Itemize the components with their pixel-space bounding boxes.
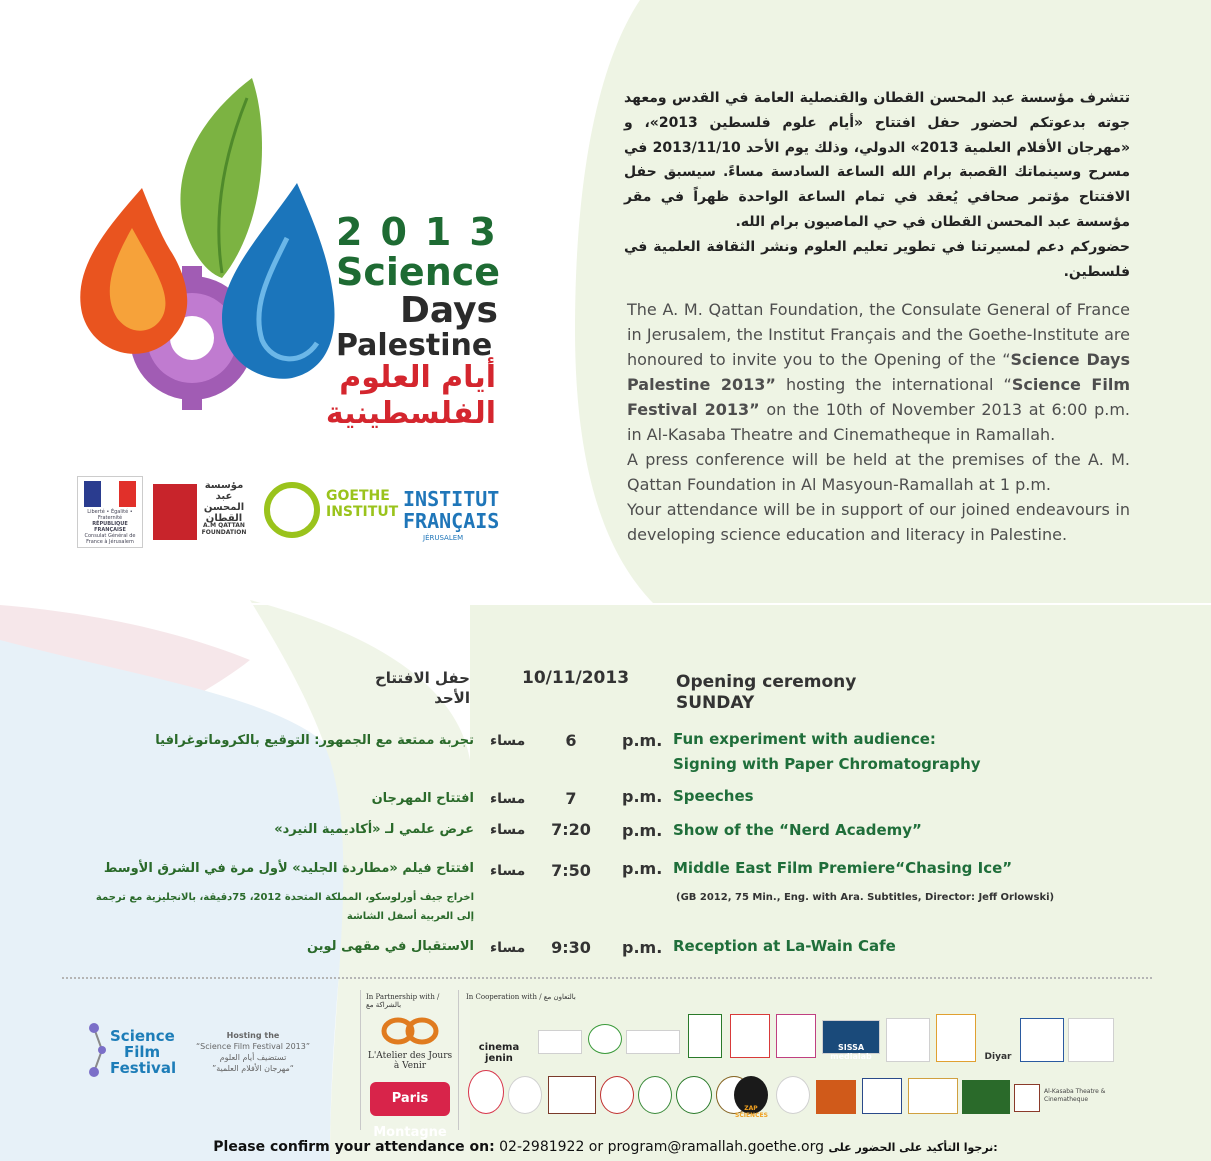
- invitation-highlight: Science Film Festival 2013”: [627, 375, 1130, 419]
- schedule-row-5-arabic: الاستقبال في مقهى لوين: [306, 939, 474, 954]
- partner-logo: [538, 1030, 582, 1054]
- schedule-row-4-pm: p.m.: [622, 859, 663, 878]
- rsvp-label: Please confirm your attendance on:: [213, 1139, 495, 1155]
- logo-science: Science: [336, 250, 501, 294]
- science-film-festival-logo: [86, 1020, 176, 1080]
- schedule-row-1-time: 6: [565, 731, 577, 750]
- partner-logo: [638, 1076, 672, 1114]
- schedule-row-1-arabic: تجربة ممتعة مع الجمهور: التوقيع بالكروماتوغرافيا: [155, 733, 474, 748]
- schedule-row-1-english: [673, 727, 981, 777]
- goethe-name: GOETHE INSTITUT: [326, 488, 399, 520]
- schedule-row-2-time: 7: [565, 789, 577, 808]
- partner-logo: [776, 1076, 810, 1114]
- french-motto: Liberté • Égalité • Fraternité: [87, 509, 133, 521]
- schedule-header-arabic: [300, 668, 470, 708]
- schedule-row-5-pm: p.m.: [622, 938, 663, 957]
- footer-divider-2: [458, 990, 459, 1130]
- schedule-row-4-evening: مساء: [490, 863, 526, 879]
- invitation-highlight: Science Days Palestine 2013”: [627, 350, 1130, 394]
- french-consulate-logo: [77, 476, 143, 548]
- film-details-arabic-line2: إلى العربية أسفل الشاشة: [346, 911, 474, 922]
- qattan-english-name: A.M QATTAN FOUNDATION: [201, 522, 247, 536]
- partner-logo: [588, 1024, 622, 1054]
- leaf-icon: [180, 78, 262, 278]
- hosting-line-3: تستضيف أيام العلوم: [219, 1053, 287, 1062]
- partner-logo: [1068, 1018, 1114, 1062]
- goethe-institut-logo: [262, 476, 399, 548]
- logo-arabic-subtitle: الفلسطينية: [325, 396, 496, 431]
- rsvp-contact: 02-2981922 or program@ramallah.goethe.org: [494, 1139, 829, 1155]
- french-consulate-name: Consulat Général de France à Jérusalem: [84, 533, 136, 545]
- partner-logo: [816, 1080, 856, 1114]
- partner-logo: [962, 1080, 1010, 1114]
- cinema-jenin-logo: cinema jenin: [478, 1042, 520, 1064]
- schedule-header-english: [676, 672, 856, 714]
- molecule-icon: [86, 1020, 112, 1080]
- partnership-label: In Partnership with / بالشراكة مع: [366, 993, 440, 1009]
- schedule-row-5-evening: مساء: [490, 940, 526, 956]
- schedule-row-2-english: Speeches: [673, 787, 754, 805]
- logo-palestine: Palestine: [336, 328, 493, 363]
- schedule-row-4-english: Middle East Film Premiere“Chasing Ice”: [673, 859, 1013, 877]
- sff-word-1: Science: [110, 1027, 175, 1045]
- dotted-divider: [62, 977, 1152, 979]
- schedule-row-3-evening: مساء: [490, 822, 526, 838]
- invitation-english-p2: A press conference will be held at the premises of the A. M. Qattan Foundation in Al Masyoun-Ramallah at 1 p.m.: [627, 450, 1130, 494]
- invitation-text: The A. M. Qattan Foundation, the Consulate General of France in Jerusalem, the Institut Français and the Goethe-Institute are honoured to invite you to the Opening of the “: [627, 300, 1130, 369]
- invitation-english: [627, 297, 1130, 547]
- schedule-row-2-evening: مساء: [490, 791, 526, 807]
- kasaba-mark-icon: [1014, 1084, 1040, 1112]
- institut-city: JÉRUSALEM: [423, 534, 464, 542]
- zap-sciences-logo: ZAP SCIENCES: [734, 1076, 768, 1114]
- partner-logo: [862, 1078, 902, 1114]
- row-1-english-line1: Fun experiment with audience:: [673, 730, 936, 748]
- invitation-text: hosting the international “: [775, 375, 1012, 394]
- invitation-arabic-p2: حضوركم دعم لمسيرتنا في تطوير تعليم العلوم ونشر الثقافة العلمية في فلسطين.: [624, 238, 1130, 280]
- french-republic: RÉPUBLIQUE FRANÇAISE: [92, 521, 128, 533]
- schedule-row-5-time: 9:30: [551, 938, 591, 957]
- sff-title: [110, 1028, 176, 1076]
- institut-name: INSTITUT FRANÇAIS: [403, 487, 500, 533]
- schedule-row-4-time: 7:50: [551, 861, 591, 880]
- institut-francais-logo: [403, 476, 499, 548]
- diyar-logo: Diyar: [984, 1052, 1012, 1062]
- partner-logo: [886, 1018, 930, 1062]
- partner-logo: [1020, 1018, 1064, 1062]
- invitation-arabic-p1: تتشرف مؤسسة عبد المحسن القطان والقنصلية العامة في القدس ومعهد جوته بدعوتكم لحضور حفل افتتاح «أيام علوم فلسطين 2013»، و «مهرجان الأفلام العلمية 2013» الدولي، وذلك يوم الأحد 2013/11/10 في مسرح وسينماتك القصبة برام الله الساعة السادسة مساءً. سيسبق حفل الافتتاح مؤتمر صحافي يُعقد في تمام الساعة الواحدة ظهراً في مقر مؤسسة عبد المحسن القطان في حي الماصيون برام الله.: [624, 90, 1130, 230]
- qattan-mark-icon: [153, 484, 197, 540]
- partner-logo: [548, 1076, 596, 1114]
- schedule-row-1-pm: p.m.: [622, 731, 663, 750]
- atelier-name: L'Atelier des Jours à Venir: [367, 1051, 453, 1071]
- logo-arabic-title: أيام العلوم: [339, 360, 496, 395]
- hosting-line-4: “مهرجان الأفلام العلمية”: [212, 1064, 294, 1073]
- schedule-row-1-evening: مساء: [490, 733, 526, 749]
- film-details-arabic: [14, 888, 474, 926]
- cooperation-label: In Cooperation with / بالتعاون مع: [466, 993, 576, 1001]
- hosting-line-2: “Science Film Festival 2013”: [195, 1042, 311, 1051]
- rsvp-label-arabic: نرجوا التأكيد على الحضور على:: [828, 1141, 998, 1154]
- footer-divider-1: [360, 990, 361, 1130]
- partner-logo: [908, 1078, 958, 1114]
- row-1-english-line2: Signing with Paper Chromatography: [673, 755, 981, 773]
- hosting-line-1: Hosting the: [226, 1031, 280, 1040]
- schedule-row-3-arabic: عرض علمي لـ «أكاديمية النيرد»: [274, 822, 474, 837]
- partner-logo: [626, 1030, 680, 1054]
- qattan-foundation-logo: [153, 476, 247, 548]
- invitation-arabic: [624, 86, 1130, 284]
- atelier-logo: [366, 1014, 454, 1074]
- partner-logo: [936, 1014, 976, 1062]
- palestine-emblem-logo: [688, 1014, 722, 1058]
- invitation-english-p1: [627, 297, 1130, 447]
- partner-logo: [730, 1014, 770, 1058]
- header-english-day: SUNDAY: [676, 693, 755, 713]
- sissa-medialab-logo: SISSA medialab: [822, 1020, 880, 1054]
- film-details-arabic-line1: اخراج جيف أورلوسكو، المملكة المتحدة 2012، 75دقيقة، بالانجليزية مع ترجمة: [95, 892, 474, 903]
- partner-logo: [508, 1076, 542, 1114]
- goethe-circle-icon: [264, 482, 320, 538]
- logo-days: Days: [400, 290, 498, 331]
- partner-logo: [468, 1070, 504, 1114]
- schedule-row-3-pm: p.m.: [622, 821, 663, 840]
- header-english-ceremony: Opening ceremony: [676, 672, 857, 692]
- partner-logo: [600, 1076, 634, 1114]
- french-flag-icon: [84, 481, 136, 507]
- schedule-date: 10/11/2013: [522, 668, 630, 688]
- film-details-english: (GB 2012, 75 Min., Eng. with Ara. Subtitles, Director: Jeff Orlowski): [676, 892, 1055, 903]
- header-arabic-day: الأحد: [434, 689, 470, 707]
- paris-montagne-logo: Paris Montagne: [370, 1082, 450, 1116]
- schedule-row-4-arabic: افتتاح فيلم «مطاردة الجليد» لأول مرة في الشرق الأوسط: [103, 861, 474, 876]
- infinity-icon: [380, 1014, 440, 1048]
- schedule-row-3-time: 7:20: [551, 820, 591, 839]
- invitation-text: on the 10th of November 2013 at 6:00 p.m. in Al-Kasaba Theatre and Cinematheque in Ramallah.: [627, 400, 1130, 444]
- schedule-row-2-pm: p.m.: [622, 787, 663, 806]
- partner-logo: [676, 1076, 712, 1114]
- sff-word-2: Film: [124, 1043, 161, 1061]
- hosting-text: [178, 1030, 328, 1074]
- schedule-row-2-arabic: افتتاح المهرجان: [371, 791, 474, 806]
- invitation-english-p3: Your attendance will be in support of our joined endeavours in developing science education and literacy in Palestine.: [627, 500, 1130, 544]
- kasaba-name: Al-Kasaba Theatre & Cinematheque: [1044, 1088, 1106, 1103]
- header-arabic-ceremony: حفل الافتتاح: [374, 669, 470, 687]
- schedule-row-3-english: Show of the “Nerd Academy”: [673, 821, 922, 839]
- schedule-row-5-english: Reception at La-Wain Cafe: [673, 937, 896, 955]
- qattan-arabic-name: مؤسسة عبد المحسن القطان: [203, 480, 245, 524]
- rsvp-line: [0, 1139, 1211, 1155]
- sff-word-3: Festival: [110, 1059, 177, 1077]
- logo-year: 2013: [336, 210, 514, 254]
- alliance-francaise-logo: [776, 1014, 816, 1058]
